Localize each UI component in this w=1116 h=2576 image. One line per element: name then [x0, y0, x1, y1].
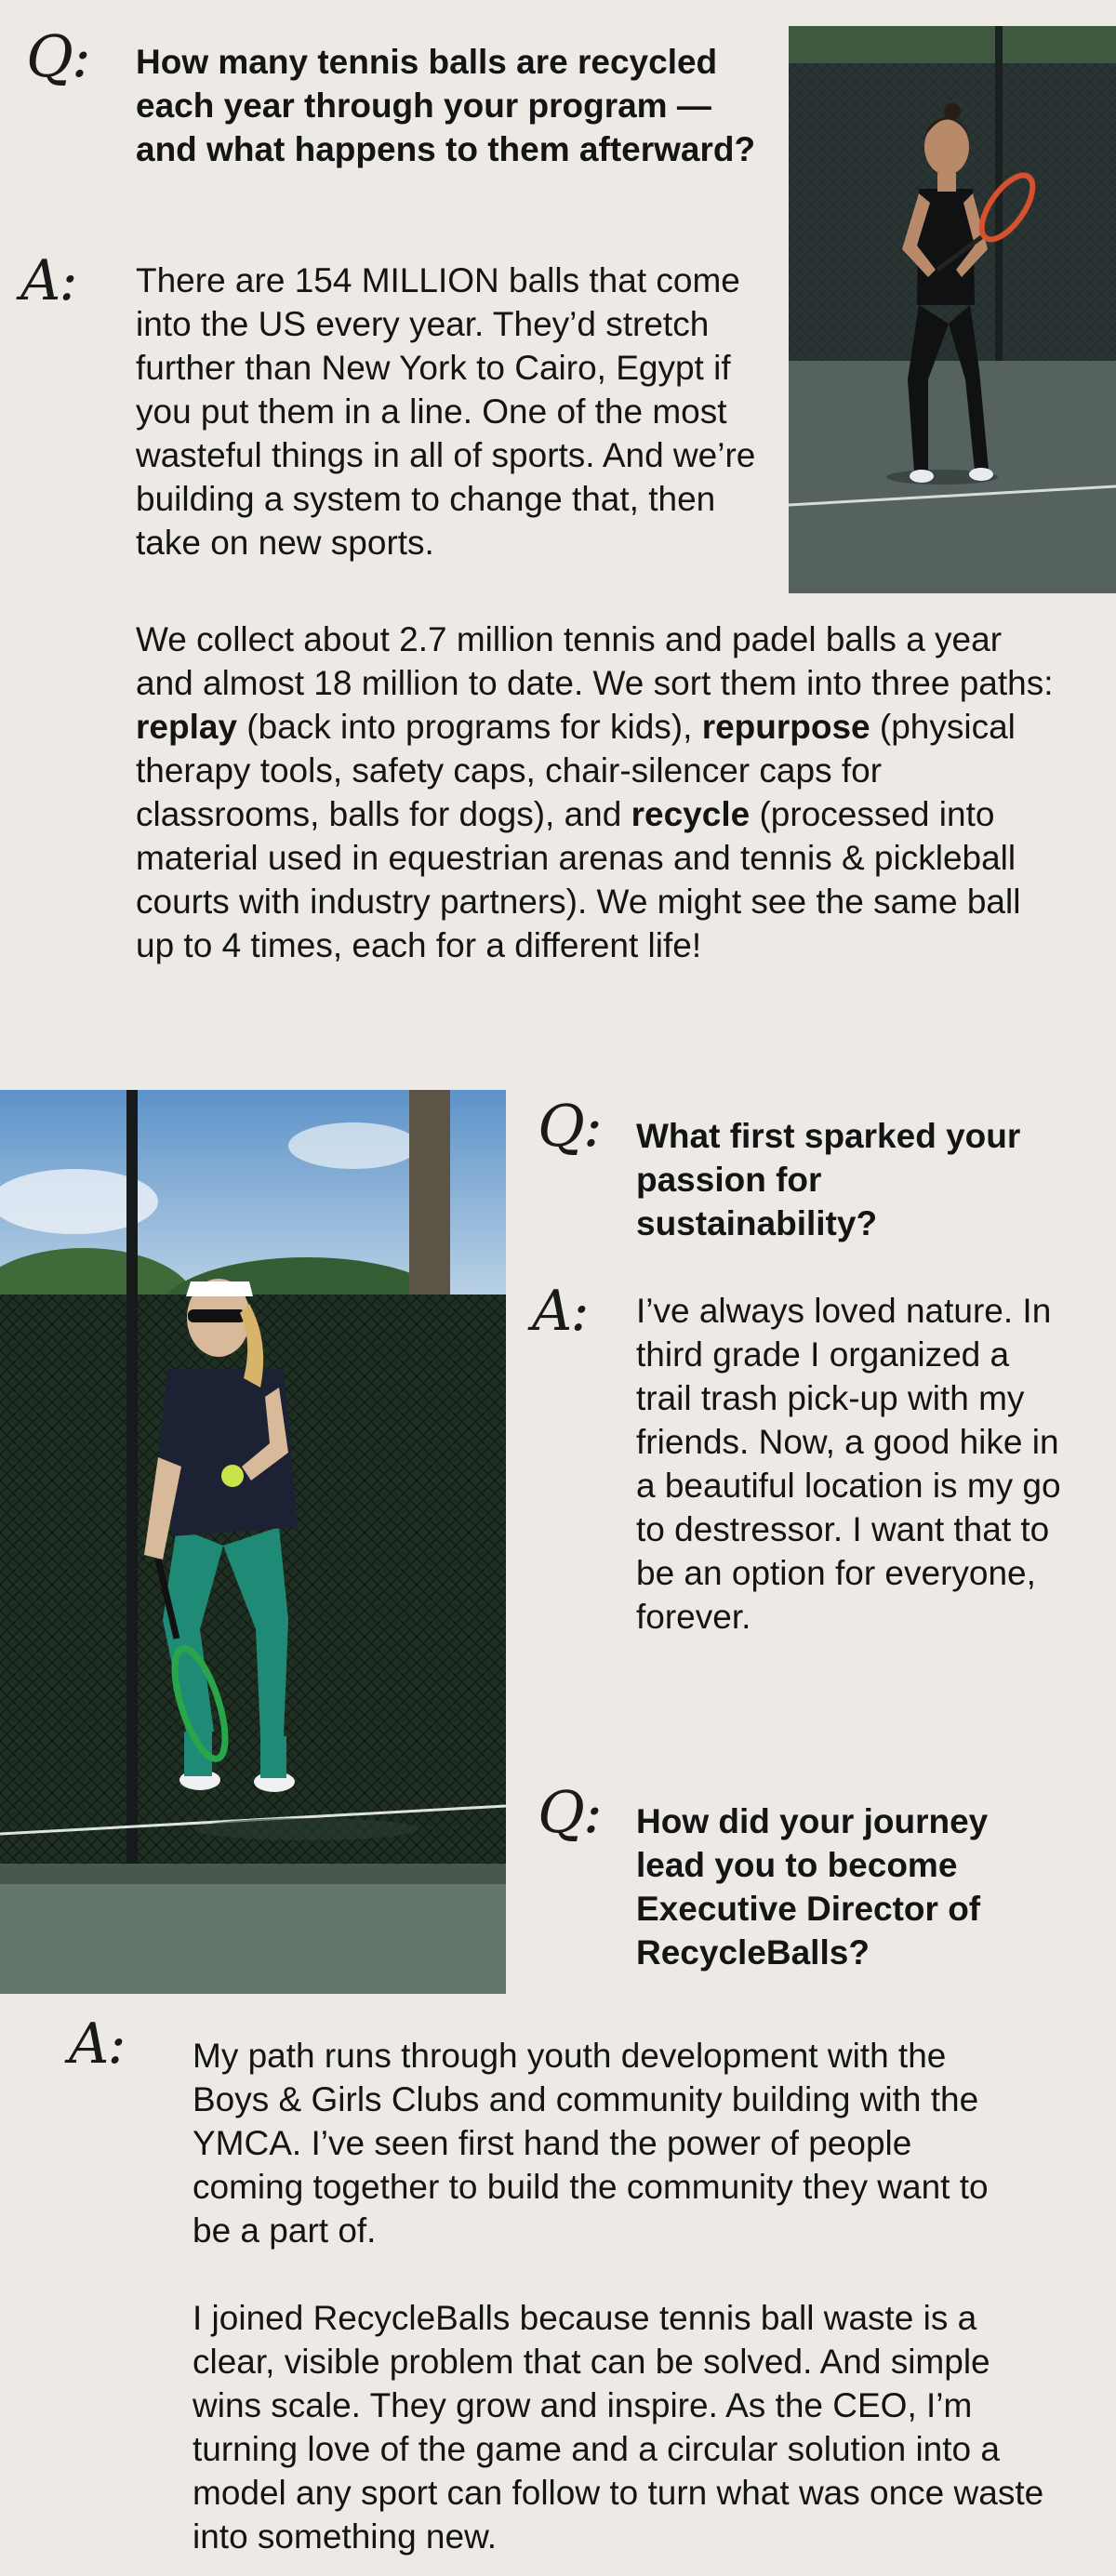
answer-mark-3: A: — [69, 2012, 125, 2077]
question-3-text: How did your journey lead you to become Executive Director of RecycleBalls? — [636, 1802, 989, 1972]
answer-3-paragraph-1: My path runs through youth development with the Boys & Girls Clubs and community building with the YMCA. I’ve seen first hand the power of people coming together to build the community they want to be a part of. — [193, 2037, 989, 2250]
answer-3-paragraph-2: I joined RecycleBalls because tennis ball waste is a clear, visible problem that can be solved. And simple wins scale. They grow and inspire. As the CEO, I’m turning love of the game and a circular solution into a model any sport can follow to turn what was once waste into something new. — [193, 2299, 1044, 2556]
path-recycle: recycle — [631, 795, 751, 833]
question-mark-1: Q: — [26, 22, 89, 90]
path-repurpose: repurpose — [701, 708, 870, 746]
answer-mark-1: A: — [20, 248, 76, 313]
answer-1-paragraph-2: We collect about 2.7 million tennis and padel balls a year and almost 18 million to date. We sort them into three paths: replay (back into programs for kids), repurpose (physical therapy tools, safety caps, chair-silencer caps for classrooms, balls for dogs), and recycle (processed into material used in equestrian arenas and tennis & pickleball courts with industry partners). We might see the same ball up to 4 times, each for a different life! — [136, 620, 1054, 964]
photo-tennis-player-ready — [789, 26, 1116, 593]
photo-tennis-player-serving — [0, 1090, 506, 1994]
question-2-text: What first sparked your passion for sustainability? — [636, 1117, 1021, 1242]
path-replay: replay — [136, 708, 238, 746]
answer-1-paragraph-1: There are 154 MILLION balls that come into the US every year. They’d stretch further than New York to Cairo, Egypt if you put them in a line. One of the most wasteful things in all of sports. And we’re building a system to change that, then take on new sports. — [136, 261, 756, 562]
question-mark-3: Q: — [538, 1778, 601, 1846]
question-1-text: How many tennis balls are recycled each year through your program — and what happens to them afterward? — [136, 43, 756, 168]
question-mark-2: Q: — [538, 1092, 601, 1160]
answer-2-text: I’ve always loved nature. In third grade I organized a trail trash pick-up with my friends. Now, a good hike in a beautiful location is my go to destressor. I want that to be an option for everyone, forever. — [636, 1292, 1061, 1636]
answer-mark-2: A: — [532, 1279, 588, 1344]
